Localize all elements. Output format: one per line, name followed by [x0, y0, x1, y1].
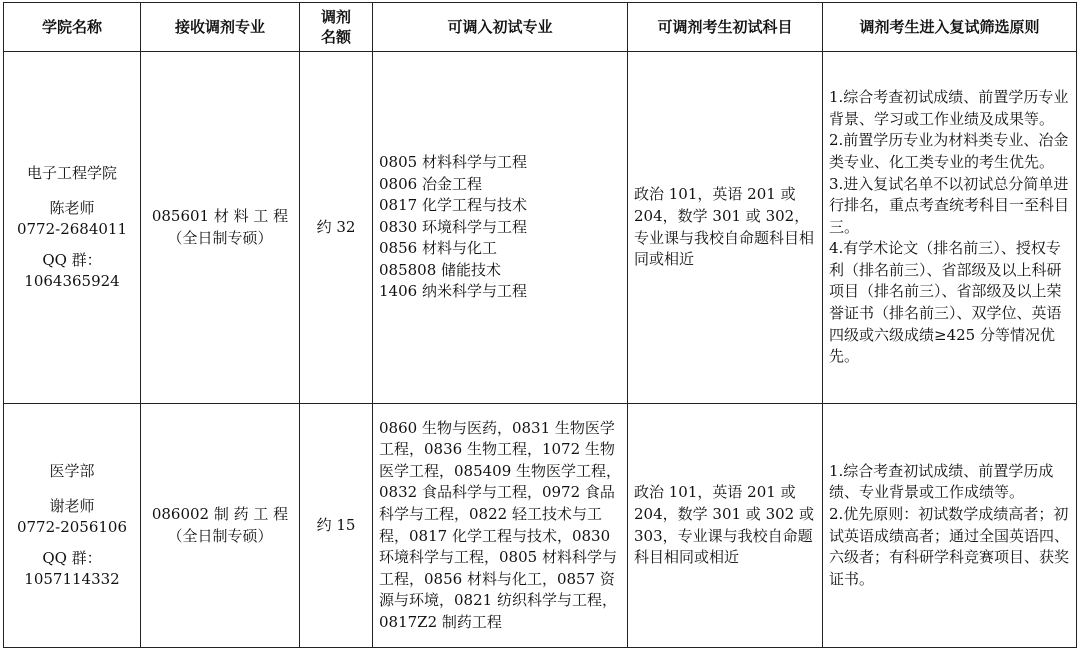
principle-item: 1.综合考查初试成绩、前置学历成绩、专业背景或工作成绩等。 [829, 461, 1054, 502]
major-type: （全日制专硕） [167, 526, 273, 545]
header-source-majors: 可调入初试专业 [373, 3, 628, 52]
adjustment-table [3, 2, 1077, 648]
contact-phone: 0772-2056106 [16, 518, 128, 536]
major-type: （全日制专硕） [167, 228, 273, 247]
major-name: 086002 制 药 工 程 [151, 504, 289, 523]
source-majors-cell: 0860 生物与医药，0831 生物医学工程，0836 生物工程，1072 生物医学工程，085409 生物医学工程，0832 食品科学与工程，0972 食品科学与工程，0822 轻工技术与工程，0817 化学工程与技术，0830 环境科学与工程，0805 材料科学与工程，0856 材料与化工，0857 资源与环境，0821 纺织科学与工程，0817Z2 制药工程 [373, 404, 628, 648]
qq-number: 1057114332 [24, 570, 120, 588]
principle-item: 3.进入复试名单不以初试总分简单进行排名，重点考查统考科目一至科目三。 [829, 174, 1070, 236]
qq-number: 1064365924 [24, 272, 120, 290]
contact-phone: 0772-2684011 [16, 220, 128, 238]
principle-item: 4.有学术论文（排名前三）、授权专利（排名前三）、省部级及以上科研项目（排名前三）、省部级及以上荣誉证书（排名前三）、双学位、英语四级或六级成绩≥425 分等情况优先。 [829, 239, 1062, 366]
subjects-cell: 政治 101，英语 201 或 204，数学 301 或 302，专业课与我校自命题科目相同或相近 [628, 52, 823, 404]
college-name: 医学部 [49, 462, 95, 480]
principle-item: 2.前置学历专业为材料类专业、冶金类专业、化工类专业的考生优先。 [829, 131, 1069, 171]
major-name: 085601 材 料 工 程 [151, 206, 289, 225]
principles-cell [823, 52, 1077, 404]
header-quota: 调剂名额 [300, 3, 373, 52]
contact-teacher: 陈老师 [49, 199, 95, 217]
qq-label: QQ 群： [42, 251, 102, 269]
header-major: 接收调剂专业 [141, 3, 300, 52]
list-item: 0806 冶金工程 [379, 174, 482, 193]
header-row [4, 3, 1077, 52]
principle-item: 2.优先原则：初试数学成绩高者；初试英语成绩高者；通过全国英语四、六级者；有科研学科竞赛项目、获奖证书。 [829, 504, 1070, 588]
list-item: 0805 材料科学与工程 [379, 152, 527, 171]
list-item: 085808 储能技术 [379, 260, 502, 279]
table-row [4, 404, 1077, 648]
major-cell [141, 52, 300, 404]
contact-teacher: 谢老师 [49, 497, 95, 515]
quota-cell: 约 32 [300, 52, 373, 404]
header-principles: 调剂考生进入复试筛选原则 [823, 3, 1077, 52]
quota-cell: 约 15 [300, 404, 373, 648]
table-row [4, 52, 1077, 404]
college-name: 电子工程学院 [26, 164, 117, 182]
source-majors-cell [373, 52, 628, 404]
major-cell [141, 404, 300, 648]
college-cell [4, 404, 141, 648]
list-item: 0817 化学工程与技术 [379, 196, 527, 215]
list-item: 0830 环境科学与工程 [379, 217, 527, 236]
list-item: 0856 材料与化工 [379, 239, 497, 258]
header-college: 学院名称 [4, 3, 141, 52]
header-subjects: 可调剂考生初试科目 [628, 3, 823, 52]
subjects-cell: 政治 101，英语 201 或 204，数学 301 或 302 或 303，专业课与我校自命题科目相同或相近 [628, 404, 823, 648]
list-item: 1406 纳米科学与工程 [379, 282, 527, 301]
college-cell [4, 52, 141, 404]
qq-label: QQ 群： [42, 549, 102, 567]
principles-cell [823, 404, 1077, 648]
principle-item: 1.综合考查初试成绩、前置学历专业背景、学习或工作业绩及成果等。 [829, 88, 1069, 128]
